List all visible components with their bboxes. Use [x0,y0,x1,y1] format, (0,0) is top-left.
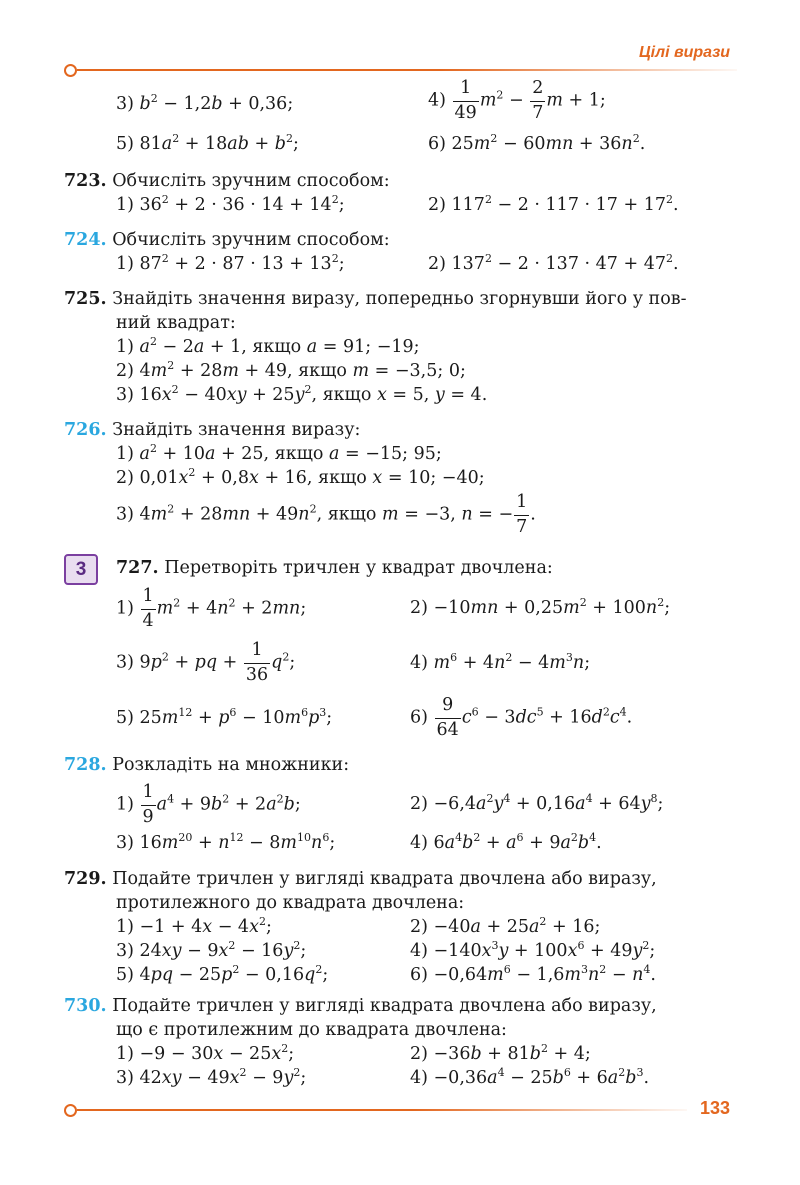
item-1: 1) $a^2 + 10a + 25$, якщо a = −15; 95; [116,442,442,464]
item-6: 6) $\frac{9}{64}$ $c^6 - 3dc^5 + 16d^2c^4$. [410,695,633,740]
item-5: 5) $4pq - 25p^2 - 0,16q^2$; [116,963,329,985]
exercise-730: 730. Подайте тричлен у вигляді квадрата двочлена або виразу, [64,996,657,1016]
item-3: 3) $9p^2$ + pq + $\frac{1}{36}$ $q^2$; [116,640,296,685]
page-number: 133 [699,1098,730,1118]
item-1: $1) -9 - 30x - 25x^2$; [116,1042,295,1064]
item-6: 6) $25m^2 - 60mn + 36n^2$. [428,132,646,154]
item-1: $1) -1 + 4x - 4x^2$; [116,915,272,937]
item-2: 2) $117^2 - 2 \cdot 117 \cdot 17 + 17^2$. [428,193,679,215]
item-1: 1) $\frac{1}{9}$ $a^4 + 9b^2 + 2a^2b$; [116,782,301,827]
item-6: $6) -0,64m^6 - 1,6m^3n^2 - n^4$. [410,963,656,985]
exercise-728: 728. Розкладіть на множники: [64,755,350,775]
item-5: 5) $81a^2 + 18ab + b^2$; [116,132,299,154]
item-3: 3) $4m^2 + 28mn + 49n^2$, якщо m = −3, n = − $\frac{1}{7}$ . [116,492,536,537]
item-2: $2) -6,4a^2y^4 + 0,16a^4 + 64y^8$; [410,792,664,814]
exercise-725: 725. Знайдіть значення виразу, попередньо згорнувши його у пов- [64,289,687,309]
item-2: 2) $0,01x^2 + 0,8x + 16$, якщо x = 10; −40; [116,466,485,488]
exercise-726: 726. Знайдіть значення виразу: [64,420,361,440]
item-3: 3) $24xy - 9x^2 - 16y^2$; [116,939,307,961]
exercise-727: 727. Перетворіть тричлен у квадрат двочлена: [116,558,553,578]
exercise-725-cont: ний квадрат: [116,313,236,333]
item-1: 1) $a^2 - 2a + 1$, якщо a = 91; −19; [116,335,420,357]
exercise-729: 729. Подайте тричлен у вигляді квадрата двочлена або виразу, [64,869,657,889]
item-3: 3) $42xy - 49x^2 - 9y^2$; [116,1066,307,1088]
item-3: 3) $16m^{20} + n^{12} - 8m^{10}n^6$; [116,831,336,853]
item-3: 3) $16x^2 - 40xy + 25y^2$, якщо x = 5, y = 4. [116,383,488,405]
exercise-730-cont: що є протилежним до квадрата двочлена: [116,1020,507,1040]
item-4: 4) $m^6 + 4n^2 - 4m^3n$; [410,651,591,673]
item-1: 1) $36^2 + 2 \cdot 36 \cdot 14 + 14^2$; [116,193,345,215]
section-title: Цілі вирази [639,44,730,61]
exercise-729-cont: протилежного до квадрата двочлена: [116,893,465,913]
item-4: $4) -140x^3y + 100x^6 + 49y^2$; [410,939,656,961]
item-2: 2) $137^2 - 2 \cdot 137 \cdot 47 + 47^2$. [428,252,679,274]
item-2: $2) -10mn + 0,25m^2 + 100n^2$; [410,596,671,618]
item-1: 1) $\frac{1}{4}$ $m^2 + 4n^2 + 2mn$; [116,586,307,631]
item-2: $2) -40a + 25a^2 + 16$; [410,915,601,937]
item-4: 4) $6a^4b^2 + a^6 + 9a^2b^4$. [410,831,602,853]
item-3: 3) $b^2 - 1,2b + 0,36$; [116,92,294,114]
item-4: 4) $\frac{1}{49}$ $m^2$ − $\frac{2}{7}$ m + 1; [428,78,606,123]
exercise-724: 724. Обчисліть зручним способом: [64,230,390,250]
item-1: 1) $87^2 + 2 \cdot 87 \cdot 13 + 13^2$; [116,252,345,274]
item-2: 2) $4m^2 + 28m + 49$, якщо m = −3,5; 0; [116,359,466,381]
item-2: $2) -36b + 81b^2 + 4$; [410,1042,591,1064]
exercise-723: 723. Обчисліть зручним способом: [64,171,390,191]
item-5: 5) $25m^{12} + p^6 - 10m^6p^3$; [116,706,333,728]
item-4: $4) -0,36a^4 - 25b^6 + 6a^2b^3$. [410,1066,650,1088]
level-badge: 3 [64,554,98,585]
